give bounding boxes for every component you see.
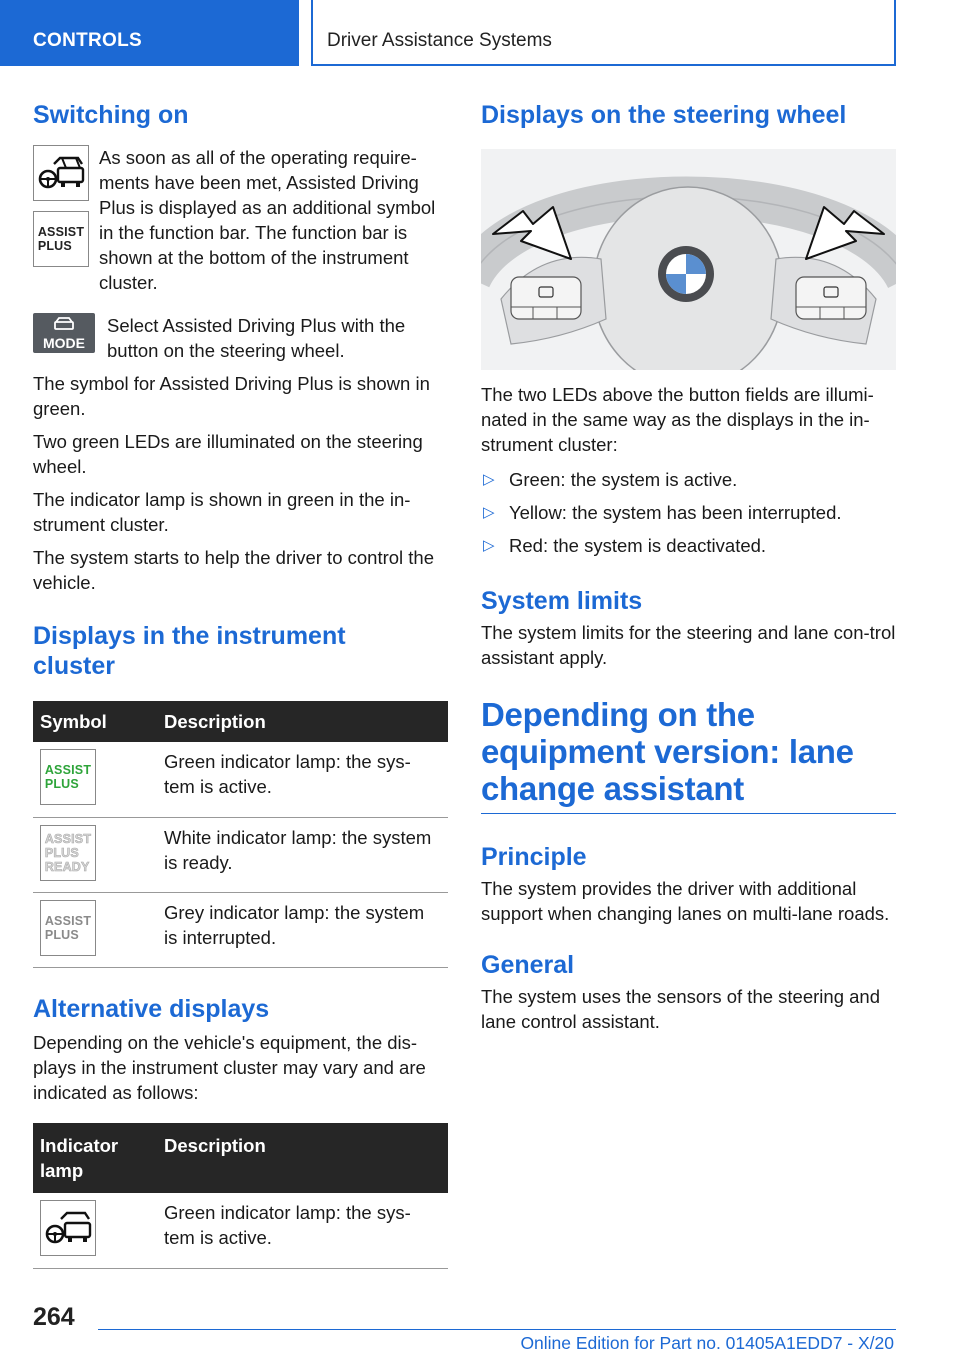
table-row — [33, 1193, 448, 1269]
triangle-bullet-icon: ▷ — [483, 537, 495, 554]
steering-assist-green-icon — [40, 1200, 96, 1256]
chapter-label: Driver Assistance Systems — [327, 30, 552, 51]
paragraph: The system starts to help the driver to control the vehicle. — [33, 547, 435, 593]
heading-alternative: Alternative displays — [33, 994, 270, 1023]
list-item: ▷ Yellow: the system has been interrupted. — [483, 502, 842, 523]
row-description: White indicator lamp: the system is ready. — [157, 817, 448, 892]
mode-button-block — [33, 313, 448, 363]
heading-displays-cluster: Displays in the instrument cluster — [33, 622, 346, 680]
switching-on-intro: As soon as all of the operating require-ments have been met, Assisted Driving Plus is displayed as an additional symbol in the function bar. The function bar is shown at the bottom of the instrument cluster. — [99, 147, 436, 293]
table-header: Indicator lamp — [33, 1123, 157, 1193]
system-limits-text: The system limits for the steering and lane con-trol assistant apply. — [481, 622, 896, 668]
led-status-list — [481, 467, 896, 558]
section-label: CONTROLS — [33, 30, 143, 51]
heading-steering-displays: Displays on the steering wheel — [481, 101, 847, 129]
table-header: Description — [157, 701, 448, 742]
principle-text: The system provides the driver with additional support when changing lanes on multi-lane roads. — [481, 878, 890, 924]
paragraph: The symbol for Assisted Driving Plus is shown in green. — [33, 373, 430, 419]
mode-button-icon — [33, 313, 95, 353]
table-header: Symbol — [33, 701, 157, 742]
table-row — [33, 742, 448, 817]
general-text: The system uses the sensors of the steering and lane control assistant. — [481, 986, 880, 1032]
heading-system-limits: System limits — [481, 587, 643, 615]
paragraph: Two green LEDs are illuminated on the steering wheel. — [33, 431, 423, 477]
table-row — [33, 817, 448, 892]
right-column — [481, 100, 896, 1034]
cluster-symbols-table — [33, 701, 448, 968]
chapter-tab — [311, 0, 896, 66]
steering-assist-icon — [33, 145, 89, 201]
assist-plus-green-icon: ASSIST PLUS — [40, 749, 96, 805]
paragraph: The indicator lamp is shown in green in the in-strument cluster. — [33, 489, 411, 535]
triangle-bullet-icon: ▷ — [483, 471, 495, 488]
assist-plus-icon: ASSIST PLUS — [33, 211, 89, 267]
row-description: Grey indicator lamp: the system is interrupted. — [157, 892, 448, 967]
heading-principle: Principle — [481, 843, 587, 871]
row-description: Green indicator lamp: the sys-tem is active. — [157, 1193, 448, 1269]
alternative-intro: Depending on the vehicle's equipment, the dis-plays in the instrument cluster may vary and are indicated as follows: — [33, 1031, 426, 1103]
chapter-heading-block — [481, 696, 896, 814]
page-number: 264 — [33, 1303, 75, 1331]
list-item: ▷ Red: the system is deactivated. — [483, 535, 767, 556]
heading-general: General — [481, 951, 575, 979]
triangle-bullet-icon: ▷ — [483, 504, 495, 521]
table-header: Description — [157, 1123, 448, 1193]
mode-label: MODE — [43, 335, 85, 351]
steering-wheel-illustration — [481, 149, 896, 370]
mode-button-text: Select Assisted Driving Plus with the button on the steering wheel. — [107, 315, 406, 361]
footer-rule — [98, 1329, 896, 1330]
switching-on-block — [33, 145, 448, 295]
table-row — [33, 892, 448, 967]
row-description: Green indicator lamp: the sys-tem is active. — [157, 742, 448, 817]
assist-plus-grey-icon: ASSIST PLUS — [40, 900, 96, 956]
footer-edition: Online Edition for Part no. 01405A1EDD7 - X/20 — [520, 1333, 894, 1353]
left-column — [33, 100, 448, 1269]
steering-displays-text: The two LEDs above the button fields are illumi-nated in the same way as the displays in the in-strument cluster: — [481, 384, 874, 455]
list-item: ▷ Green: the system is active. — [483, 469, 738, 490]
heading-lane-change: Depending on the equipment version: lane change assistant — [481, 696, 854, 807]
assist-plus-ready-icon: ASSIST PLUS READY — [40, 825, 96, 881]
heading-switching-on: Switching on — [33, 101, 189, 129]
section-tab — [0, 0, 299, 66]
alternative-table — [33, 1123, 448, 1270]
